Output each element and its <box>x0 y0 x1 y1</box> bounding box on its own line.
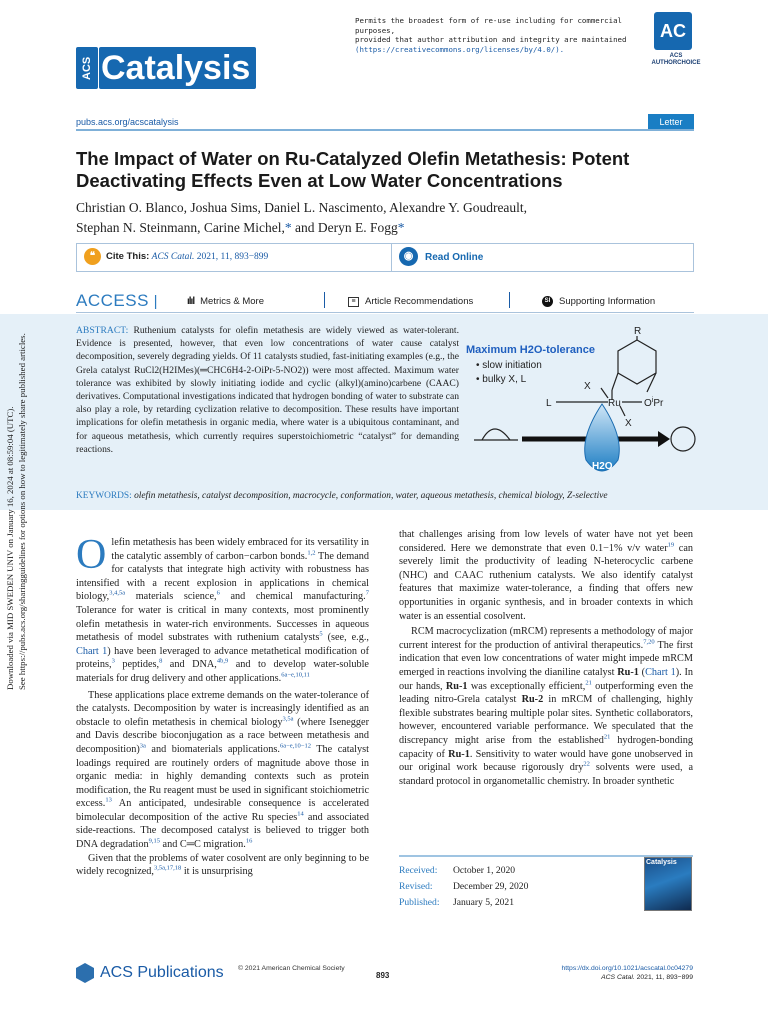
citation-text[interactable]: Cite This: ACS Catal. 2021, 11, 893−899 <box>106 251 269 262</box>
toc-bullet-1: • slow initiation <box>476 360 542 371</box>
supporting-information-link[interactable]: SI Supporting Information <box>542 296 655 307</box>
article-title: The Impact of Water on Ru-Catalyzed Olefin Metathesis: Potent Deactivating Effects Even at Low Water Concentrations <box>76 148 630 191</box>
chart-1-link[interactable]: Chart 1 <box>645 666 676 678</box>
metrics-link[interactable]: ılıl Metrics & More <box>187 296 264 307</box>
citation-divider <box>391 243 392 272</box>
author-list: Christian O. Blanco, Joshua Sims, Daniel L. Nascimento, Alexandre Y. Goudreault, Stephan N. Steinmann, Carine Michel,* and Deryn E. Fogg* <box>76 200 528 235</box>
authorchoice-label: ACS AUTHORCHOICE <box>651 53 701 66</box>
acs-publications-logo[interactable]: ACS Publications <box>76 963 224 983</box>
globe-icon[interactable]: ◉ <box>399 247 418 266</box>
footer-citation: ACS Catal. 2021, 11, 893−899 <box>601 974 693 981</box>
toc-x-label-2: X <box>625 418 632 429</box>
toc-diene <box>482 429 510 440</box>
journal-logo[interactable] <box>76 47 256 89</box>
article-recommendations-link[interactable]: ≡ Article Recommendations <box>348 296 473 307</box>
abstract-text: ABSTRACT: Ruthenium catalysts for olefin metathesis are widely viewed as water-tolerant. Evidence is presented, however, that even low concentrations of water cause catalyst decomposition, severely degrading yields. Of 11 catalysts studied, fast-initiating examples (e.g., the Grela catalyst RuCl2(H2IMes)(═CHC6H4-2-OiPr-5-NO2)) were most affected. Maximum water tolerance was exhibited by slowly initiating iodide and cyclic (alkyl)(amino)carbene (CAAC) derivatives. Computational investigations indicated that hydrogen bonding of water to substrate can also play a role, by retarding cyclization relative to decomposition. These results have important implications for olefin metathesis in organic media, where water is a ubiquitous contaminant, and for aqueous metathesis, which currently requires superstoichiometric “catalyst” for demanding reactions. <box>76 325 459 455</box>
access-heading: ACCESS | <box>76 291 158 310</box>
si-icon: SI <box>542 296 553 307</box>
access-separator <box>509 292 510 308</box>
toc-bullet-2: • bulky X, L <box>476 374 527 385</box>
acs-hexagon-icon <box>76 963 94 983</box>
doi-link[interactable]: https://dx.doi.org/10.1021/acscatal.0c04279 <box>561 965 693 972</box>
copyright: © 2021 American Chemical Society <box>238 965 345 972</box>
toc-x-label-1: X <box>584 381 591 392</box>
svg-text:OiPr: $O^iPr$ <box>644 397 664 409</box>
download-notice: Downloaded via MID SWEDEN UNIV on January 16, 2024 at 08:59:04 (UTC). See https://pubs.acs.org/sharingguidelines for options on how to legitimately share published articles. <box>5 333 27 690</box>
toc-macrocycle <box>671 427 695 451</box>
publication-dates: Received: October 1, 2020 Revised: December 29, 2020 Published: January 5, 2021 <box>399 855 693 911</box>
license-statement: Permits the broadest form of re-use including for commercial purposes, provided that author attribution and integrity are maintained (https://creativecommons.org/licenses/by/4.0/). <box>355 16 630 54</box>
license-link[interactable]: (https://creativecommons.org/licenses/by/4.0/). <box>355 44 565 54</box>
authorchoice-badge: AC <box>654 12 692 50</box>
toc-heading: Maximum H2O-tolerance <box>466 344 595 356</box>
article-type-badge: Letter <box>648 114 694 130</box>
chart-1-link[interactable]: Chart 1 <box>76 645 108 657</box>
corresponding-author-mark[interactable]: * <box>284 220 292 235</box>
drop-cap: O <box>76 532 107 578</box>
journal-url-link[interactable]: pubs.acs.org/acscatalysis <box>76 117 179 127</box>
toc-ru-label: Ru <box>608 398 621 409</box>
journal-name: Catalysis <box>99 47 256 89</box>
toc-l-label: L <box>546 398 552 409</box>
toc-r-label: R <box>634 326 642 337</box>
read-online-link[interactable]: Read Online <box>425 252 484 263</box>
header-divider <box>76 129 694 131</box>
access-separator <box>324 292 325 308</box>
cover-title: Catalysis <box>646 859 677 866</box>
body-right-column: that challenges arising from low levels of water have not yet been considered. Here we demonstrate that even 0.1−1% v/v water$^{19}$ can severely limit the productivity of leading N-heterocyclic carbene (NHC) and CAAC ruthenium catalysts. We also identify catalyst features that maximize water-tolerance, a finding that offers new opportunities in organic synthesis, and in broader contexts in which water is an essential cosolvent. RCM macrocyclization (mRCM) represents a methodology of major current interest for the production of antiviral therapeutics.$^{7,20}$ The first indication that even low concentrations of water might impede mRCM emerged in reactions involving the dianiline catalyst Ru-1 (Chart 1). In our hands, Ru-1 was exceptionally efficient,$^{21}$ outperforming even the leading nitro-Grela catalyst Ru-2 in mRCM of challenging, highly flexible substrates bearing multiple polar sites. Synthetic collaborators, however, encountered variable performance. We speculated that the discrepancy might arise from the established$^{21}$ hydrogen-bonding capacity of Ru-1. Sensitivity to water would have gone unobserved in our original work because rigorously dry$^{22}$ solvents were used, a standard protocol in organometallic chemistry. In broader synthetic <box>399 529 694 787</box>
access-divider <box>76 312 694 313</box>
page-number: 893 <box>376 971 390 980</box>
corresponding-author-mark[interactable]: * <box>397 220 405 235</box>
toc-graphic <box>462 322 697 487</box>
toc-pr-label: Pr <box>653 398 664 409</box>
acs-logo-mark: ACS <box>76 47 98 89</box>
keywords: KEYWORDS: olefin metathesis, catalyst decomposition, macrocycle, conformation, water, aqueous metathesis, chemical biology, Z-selective <box>76 491 608 501</box>
body-left-column: Olefin metathesis has been widely embraced for its versatility in the catalytic assembly of carbon−carbon bonds.$^{1,2}$ The demand for catalysts that integrate high activity with robustness has intensified with a recent explosion in applications in chemical biology,$^{3,4,5a}$ materials science,$^6$ and chemical manufacturing.$^7$ Tolerance for water is critical in many contexts, most prominently olefin metathesis in water-rich environments. Successes in aqueous metathesis of model substrates with ruthenium catalysts$^5$ (see, e.g., Chart 1) have been leveraged to advance metathetical modification of proteins,$^3$ peptides,$^8$ and DNA,$^{4b,9}$ and to develop water-soluble materials for drug delivery and other applications.$^{6a-e,10,11}$ These applications place extreme demands on the water-tolerance of the catalysts. Decomposition by water is increasingly identified as an obstacle to olefin metathesis in chemical biology$^{3,5a}$ (where Isenegger and Davis describe bioconjugation as a race between metathesis and decomposition)$^{3a}$ and biomaterials applications.$^{6a-e,10-12}$ The catalyst loadings required are routinely orders of magnitude above those in organic media: in highly demanding contexts such as protein modification, the Ru reagent must be used in significant stoichiometric excess.$^{13}$ An anticipated, undesirable consequence is accelerated bimolecular decomposition of the active Ru species$^{14}$ and associated side-reactions. The decomposed catalyst is believed to trigger both DNA degradation$^{9,15}$ and C═C migration.$^{16}$ Given that the problems of water cosolvent are only beginning to be widely recognized,$^{3,5a,17,18}$ it is unsurprising <box>76 532 370 878</box>
toc-o-label: O <box>644 398 652 409</box>
toc-h2o-label: H2O <box>592 461 613 472</box>
document-icon: ≡ <box>348 297 359 307</box>
bar-chart-icon: ılıl <box>187 296 195 307</box>
quote-icon[interactable]: ❝ <box>84 248 101 265</box>
